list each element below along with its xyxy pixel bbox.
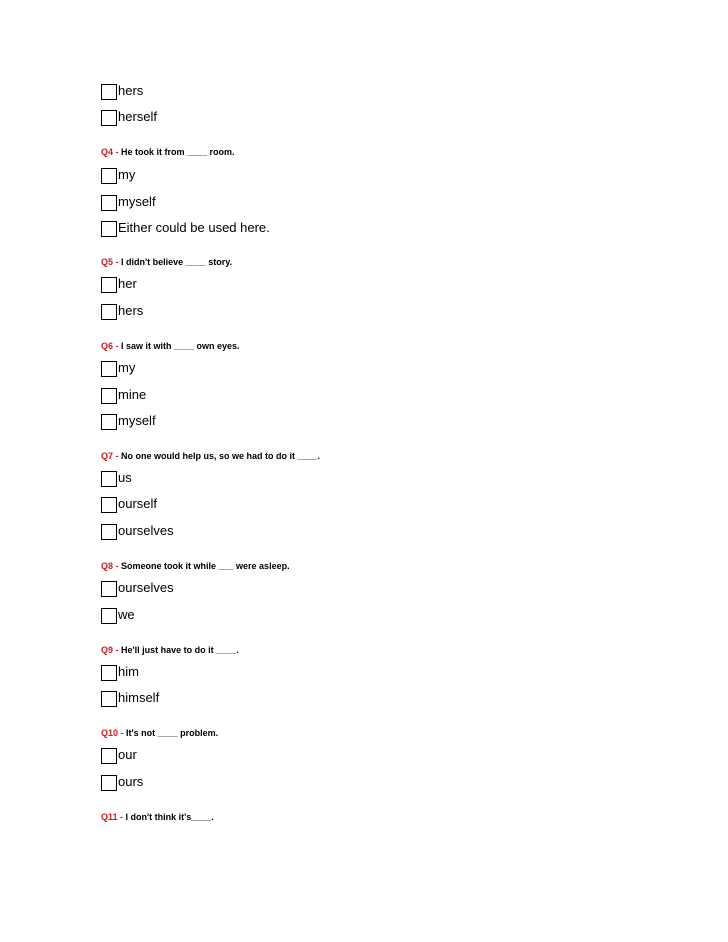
question: [101, 257, 232, 268]
question-text: I didn't believe ____ story.: [121, 257, 233, 267]
checkbox[interactable]: [101, 277, 117, 293]
checkbox[interactable]: [101, 665, 117, 681]
option-label: hers: [118, 303, 144, 318]
checkbox[interactable]: [101, 168, 117, 184]
checkbox[interactable]: [101, 748, 117, 764]
question-number: Q9: [101, 645, 114, 655]
option-label: myself: [118, 194, 156, 209]
question-number: Q7: [101, 451, 114, 461]
question-text: He took it from ____ room.: [121, 147, 235, 157]
checkbox[interactable]: [101, 195, 117, 211]
question-separator: -: [113, 451, 122, 461]
question-number: Q4: [101, 147, 114, 157]
question-text: I saw it with ____ own eyes.: [121, 341, 240, 351]
option-label: her: [118, 276, 137, 291]
option-label: my: [118, 167, 136, 182]
question-number: Q6: [101, 341, 114, 351]
checkbox[interactable]: [101, 110, 117, 126]
option-label: my: [118, 360, 136, 375]
option-label: ourself: [118, 496, 158, 511]
option-label: ourselves: [118, 523, 174, 538]
question-separator: -: [113, 561, 122, 571]
option-label: himself: [118, 690, 160, 705]
checkbox[interactable]: [101, 388, 117, 404]
option-label: herself: [118, 109, 158, 124]
question: [101, 341, 240, 352]
question-separator: -: [113, 147, 122, 157]
question-separator: -: [118, 728, 127, 738]
question-number: Q8: [101, 561, 114, 571]
question-separator: -: [113, 257, 122, 267]
option-label: mine: [118, 387, 147, 402]
checkbox[interactable]: [101, 497, 117, 513]
question: [101, 451, 320, 462]
checkbox[interactable]: [101, 524, 117, 540]
checkbox[interactable]: [101, 608, 117, 624]
question: [101, 812, 214, 823]
option-label: ourselves: [118, 580, 174, 595]
question-separator: -: [113, 341, 122, 351]
option-label: him: [118, 664, 139, 679]
option-label: myself: [118, 413, 156, 428]
checkbox[interactable]: [101, 471, 117, 487]
checkbox[interactable]: [101, 581, 117, 597]
option-label: ours: [118, 774, 144, 789]
option-label: our: [118, 747, 137, 762]
question-text: Someone took it while ___ were asleep.: [121, 561, 290, 571]
question-separator: -: [113, 645, 122, 655]
checkbox[interactable]: [101, 304, 117, 320]
question-separator: -: [117, 812, 126, 822]
question: [101, 147, 235, 158]
option-label: we: [118, 607, 135, 622]
checkbox[interactable]: [101, 361, 117, 377]
checkbox[interactable]: [101, 775, 117, 791]
question: [101, 561, 290, 572]
option-label: hers: [118, 83, 144, 98]
question-text: I don't think it's____.: [125, 812, 214, 822]
question-text: It's not ____ problem.: [126, 728, 219, 738]
question: [101, 645, 239, 656]
checkbox[interactable]: [101, 84, 117, 100]
question-number: Q5: [101, 257, 114, 267]
option-label: Either could be used here.: [118, 220, 270, 235]
option-label: us: [118, 470, 132, 485]
question-text: No one would help us, so we had to do it ____.: [121, 451, 321, 461]
question-number: Q10: [101, 728, 119, 738]
question: [101, 728, 218, 739]
question-number: Q11: [101, 812, 118, 822]
checkbox[interactable]: [101, 414, 117, 430]
checkbox[interactable]: [101, 221, 117, 237]
checkbox[interactable]: [101, 691, 117, 707]
question-text: He'll just have to do it ____.: [121, 645, 239, 655]
